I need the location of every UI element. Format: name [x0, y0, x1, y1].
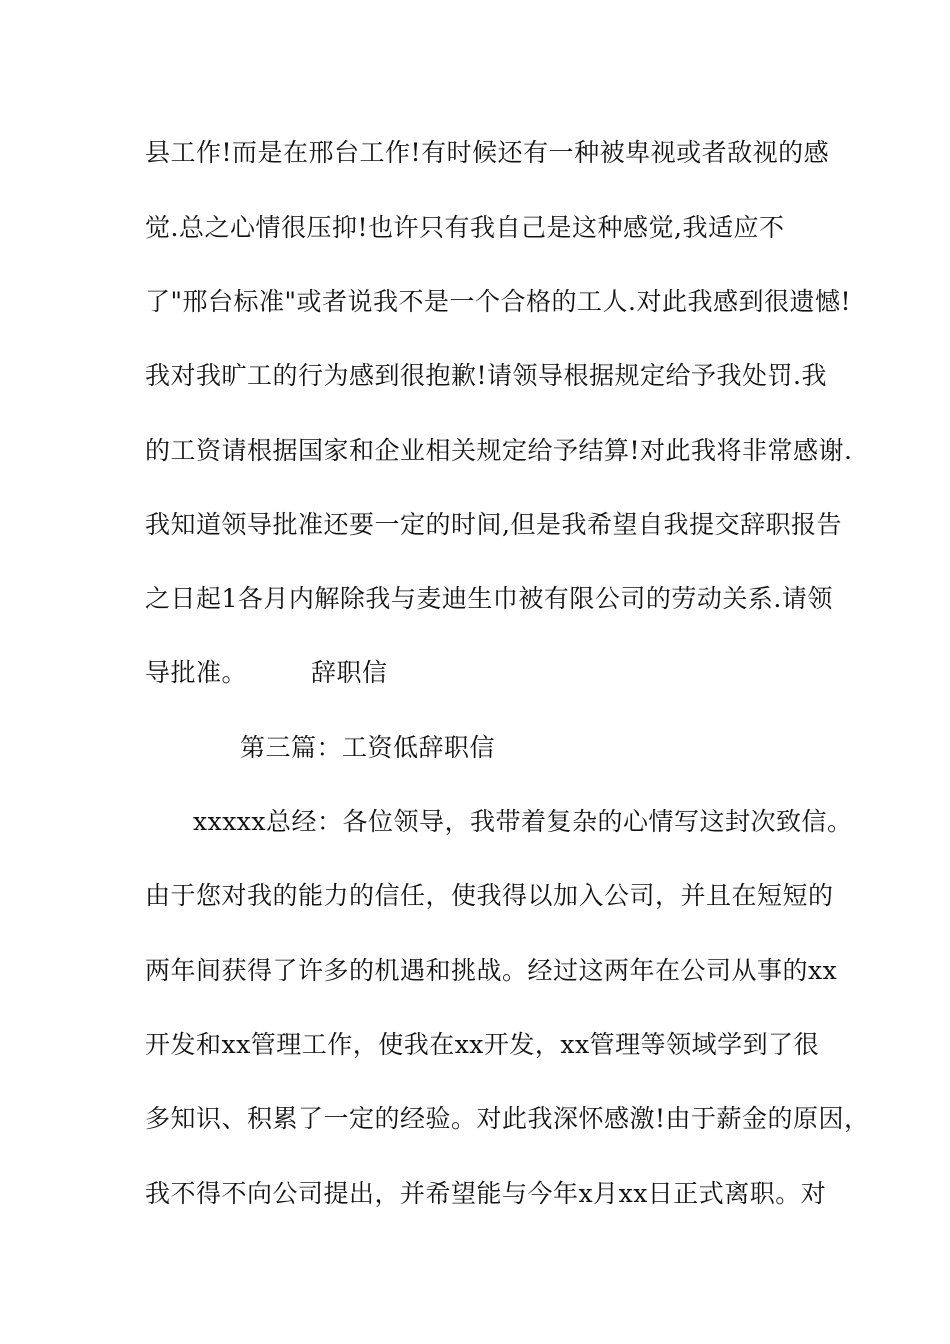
paragraph-line: 由于您对我的能力的信任，使我得以加入公司，并且在短短的	[145, 881, 834, 910]
paragraph-line: 我不得不向公司提出，并希望能与今年x月xx日正式离职。对	[145, 1179, 827, 1208]
resignation-letter-label: 辞职信	[311, 658, 388, 687]
section-heading: 第三篇：工资低辞职信	[240, 733, 496, 762]
paragraph-line: 县工作!而是在邢台工作!有时候还有一种被卑视或者敌视的感	[145, 138, 830, 167]
paragraph-line: 开发和xx管理工作，使我在xx开发，xx管理等领域学到了很	[145, 1030, 820, 1059]
paragraph-line: 了"邢台标准"或者说我不是一个合格的工人.对此我感到很遗憾!	[145, 287, 851, 316]
paragraph-line: 之日起1各月内解除我与麦迪生巾被有限公司的劳动关系.请领	[145, 584, 833, 613]
paragraph-line	[145, 655, 835, 691]
paragraph-line: 多知识、积累了一定的经验。对此我深怀感激!由于薪金的原因，	[145, 1104, 870, 1133]
paragraph-line: 觉.总之心情很压抑!也许只有我自己是这种感觉,我适应不	[145, 213, 785, 242]
paragraph-line: xxxxx总经：各位领导，我带着复杂的心情写这封次致信。	[193, 807, 853, 836]
paragraph-line: 我知道领导批准还要一定的时间,但是我希望自我提交辞职报告	[145, 510, 842, 539]
paragraph-line: 我对我旷工的行为感到很抱歉!请领导根据规定给予我处罚.我	[145, 361, 827, 390]
paragraph-line: 两年间获得了许多的机遇和挑战。经过这两年在公司从事的xx	[145, 956, 838, 985]
paragraph-line-text: 导批准。	[145, 658, 248, 687]
paragraph-line: 的工资请根据国家和企业相关规定给予结算!对此我将非常感谢.	[145, 436, 853, 465]
